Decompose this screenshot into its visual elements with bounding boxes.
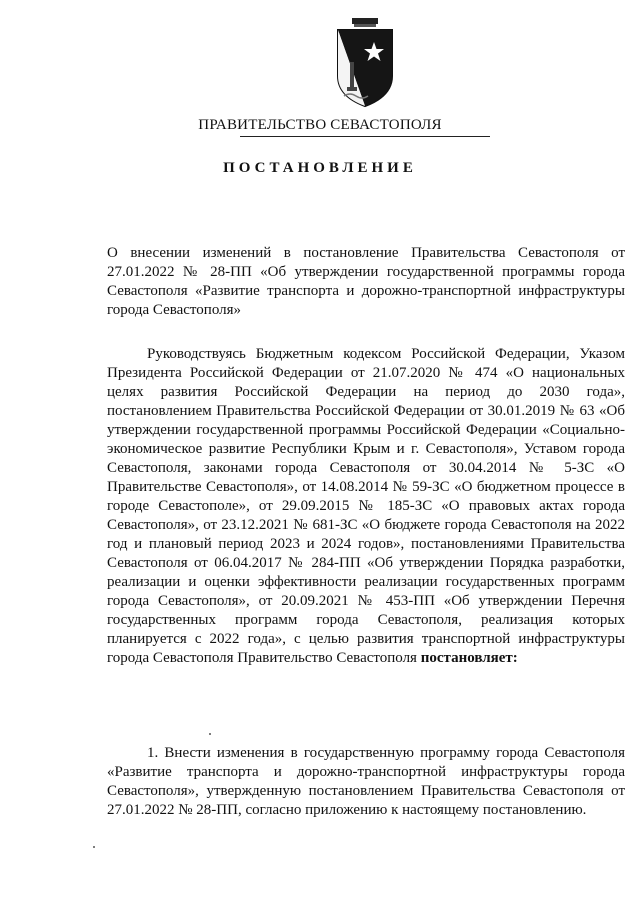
scan-speck — [93, 846, 95, 848]
document-type-heading: ПОСТАНОВЛЕНИЕ — [223, 160, 417, 176]
government-name-underline — [240, 136, 490, 137]
preamble-paragraph — [107, 345, 625, 668]
government-name: ПРАВИТЕЛЬСТВО СЕВАСТОПОЛЯ — [198, 117, 442, 133]
preamble-block — [107, 345, 625, 668]
decree-verb: постановляет: — [420, 650, 518, 666]
preamble-text: Руководствуясь Бюджетным кодексом Российской Федерации, Указом Президента Российской Федерации от 21.07.2020 № 474 «О национальных целях развития Российской Федерации на период до 2030 года», постановлением Правительства Российской Федерации от 30.01.2019 № 63 «Об утверждении государственной программы Российской Федерации «Социально-экономическое развитие Республики Крым и г. Севастополя», Уставом города Севастополя, законами города Севастополя от 30.04.2014 № 5-ЗС «О Правительстве Севастополя», от 14.08.2014 № 59-ЗС «О бюджетном процессе в городе Севастополе», от 29.09.2015 № 185-ЗС «О правовых актах города Севастополя», от 23.12.2021 № 681-ЗС «О бюджете города Севастополя на 2022 год и плановый период 2023 и 2024 годов», постановлениями Правительства Севастополя от 06.04.2017 № 284-ПП «Об утверждении Порядка разработки, реализации и оценки эффективности реализации государственных программ города Севастополя», от 20.09.2021 № 453-ПП «Об утверждении Перечня государственных программ города Севастополя, реализация которых планируется с 2022 года», с целью развития транспортной инфраструктуры города Севастополя Правительство Севастополя — [107, 346, 625, 666]
item-1-paragraph: 1. Внести изменения в государственную программу города Севастополя «Развитие транспорта и дорожно-транспортной инфраструктуры города Севастополя», утвержденную постановлением Правительства Севастополя от 27.01.2022 № 28-ПП, согласно приложению к настоящему постановлению. — [107, 745, 625, 818]
sevastopol-coat-of-arms-icon — [330, 18, 400, 108]
scan-speck — [209, 733, 211, 735]
item-1-block — [107, 744, 625, 820]
document-title: О внесении изменений в постановление Правительства Севастополя от 27.01.2022 № 28-ПП «Об утверждении государственной программы города Севастополя «Развитие транспорта и дорожно-транспортной инфраструктуры города Севастополя» — [107, 245, 625, 318]
